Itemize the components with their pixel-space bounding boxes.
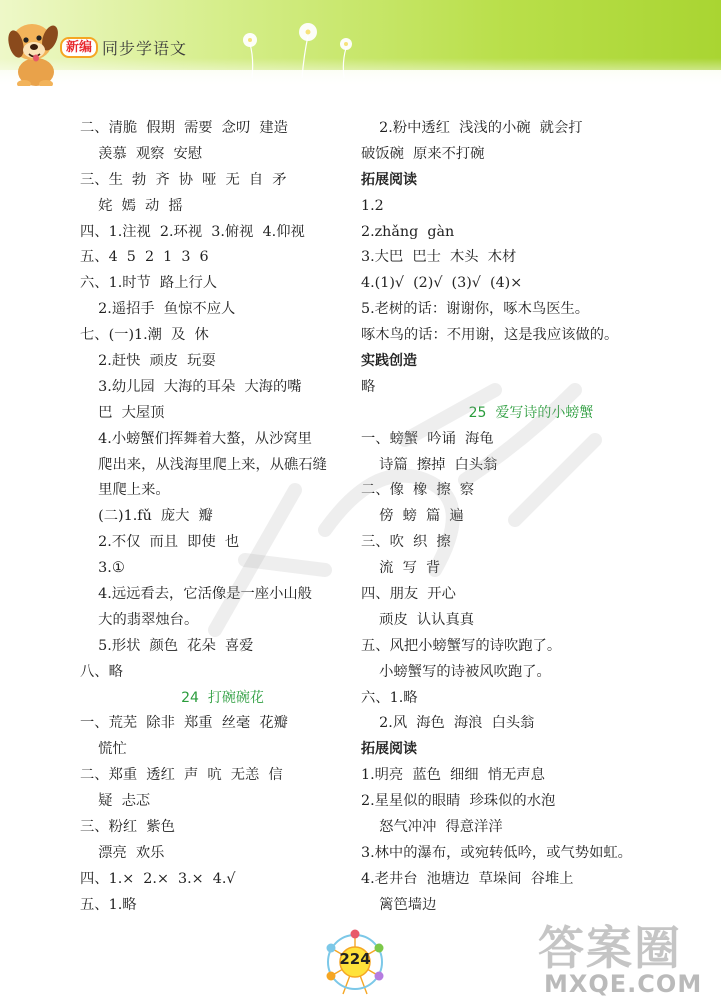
answer-line: 四、朋友 开心 <box>361 586 456 603</box>
answer-line: 5.形状 颜色 花朵 喜爱 <box>80 637 254 654</box>
subheading-extended-reading: 拓展阅读 <box>361 741 417 758</box>
book-brand <box>60 36 187 59</box>
answer-line: 2.星星似的眼睛 珍珠似的水泡 <box>361 793 556 810</box>
answer-line: 顽皮 认认真真 <box>361 611 475 628</box>
answer-line: 2.赶快 顽皮 玩耍 <box>80 353 216 370</box>
answer-line: 怒气冲冲 得意洋洋 <box>361 819 503 836</box>
answer-line: 三、粉红 紫色 <box>80 819 175 836</box>
answer-line: 3.大巴 巴士 木头 木材 <box>361 249 517 266</box>
answer-line: 爬出来，从浅海里爬上来，从礁石缝 <box>80 456 327 473</box>
answer-line: 里爬上来。 <box>80 482 170 499</box>
answer-line: 巴 大屋顶 <box>80 404 165 421</box>
answer-line: 姹 嫣 动 摇 <box>80 197 183 214</box>
answer-line: 啄木鸟的话：不用谢，这是我应该做的。 <box>361 327 619 344</box>
site-watermark <box>530 912 720 1004</box>
answer-line: 二、郑重 透红 声 吭 无恙 信 <box>80 767 283 784</box>
answer-line: 5.老树的话：谢谢你，啄木鸟医生。 <box>361 301 590 318</box>
answer-line: 八、略 <box>80 663 123 680</box>
answer-line: 诗篇 擦掉 白头翁 <box>361 456 498 473</box>
answer-line: 一、螃蟹 吟诵 海龟 <box>361 430 494 447</box>
answer-line: 1.2 <box>361 197 384 214</box>
answer-line: 三、生 勃 齐 协 哑 无 自 矛 <box>80 171 287 188</box>
answer-line: 破饭碗 原来不打碗 <box>361 145 485 162</box>
page-header <box>0 0 721 86</box>
answer-line: 五、4 5 2 1 3 6 <box>80 249 209 266</box>
answer-line: 六、1.时节 路上行人 <box>80 275 218 292</box>
answers-left-column <box>80 116 365 919</box>
answer-line: 小螃蟹写的诗被风吹跑了。 <box>361 663 551 680</box>
answer-line: 羡慕 观察 安慰 <box>80 145 203 162</box>
subheading-extended-reading: 拓展阅读 <box>361 171 417 188</box>
answer-line: 1.明亮 蓝色 细细 悄无声息 <box>361 767 545 784</box>
answer-line: 2.遥招手 鱼惊不应人 <box>80 301 236 318</box>
site-watermark-url: MXQE.COM <box>544 970 703 998</box>
section-title-24: 24 打碗碗花 <box>181 689 264 706</box>
answer-line: 4.(1)√ (2)√ (3)√ (4)× <box>361 275 523 292</box>
answer-line: 4.老井台 池塘边 草垛间 谷堆上 <box>361 870 574 887</box>
section-title-25: 25 爱写诗的小螃蟹 <box>468 404 594 421</box>
site-watermark-logo: 答案圈 <box>538 921 682 975</box>
answer-line: 七、(一)1.潮 及 休 <box>80 327 209 344</box>
page-number: 224 <box>339 950 371 968</box>
answer-line: 4.远远看去，它活像是一座小山般 <box>80 586 312 603</box>
answer-line: 3.① <box>80 560 125 577</box>
answer-line: 五、1.略 <box>80 896 137 913</box>
answer-line: 2.zhǎng gàn <box>361 223 455 240</box>
answer-line: 2.粉中透红 浅浅的小碗 就会打 <box>361 120 583 136</box>
answer-line: 二、清脆 假期 需要 念叨 建造 <box>80 120 288 136</box>
answer-line: 五、风把小螃蟹写的诗吹跑了。 <box>361 637 562 654</box>
answer-line: 四、1.× 2.× 3.× 4.√ <box>80 870 236 887</box>
answer-line: 3.幼儿园 大海的耳朵 大海的嘴 <box>80 378 302 395</box>
answer-line: 2.不仅 而且 即使 也 <box>80 534 240 551</box>
answer-line: 三、吹 织 擦 <box>361 534 451 551</box>
answer-line: 二、像 橡 擦 察 <box>361 482 475 499</box>
answer-line: (二)1.fǔ 庞大 瓣 <box>80 508 213 525</box>
answer-line: 傍 螃 篇 遍 <box>361 508 464 525</box>
book-title: 同步学语文 <box>102 39 188 58</box>
answer-line: 2.风 海色 海浪 白头翁 <box>361 715 535 732</box>
answer-line: 4.小螃蟹们挥舞着大螯，从沙窝里 <box>80 430 312 447</box>
answer-line: 四、1.注视 2.环视 3.俯视 4.仰视 <box>80 223 305 240</box>
answer-line: 3.林中的瀑布，或宛转低吟，或气势如虹。 <box>361 844 632 861</box>
answer-line: 疑 忐忑 <box>80 793 151 810</box>
dandelion-icon <box>232 18 372 78</box>
answer-line: 六、1.略 <box>361 689 418 706</box>
answer-line: 流 写 背 <box>361 560 441 577</box>
page-number-badge <box>315 926 395 998</box>
brand-badge: 新编 <box>60 37 98 58</box>
answers-right-column <box>361 116 691 919</box>
answer-line: 大的翡翠烛台。 <box>80 611 199 628</box>
answer-line: 略 <box>361 378 376 395</box>
answer-line: 漂亮 欢乐 <box>80 844 165 861</box>
answer-line: 一、荒芜 除非 郑重 丝毫 花瓣 <box>80 715 288 732</box>
answer-line: 慌忙 <box>80 741 127 758</box>
subheading-practice: 实践创造 <box>361 353 417 370</box>
answer-line: 篱笆墙边 <box>361 896 437 913</box>
